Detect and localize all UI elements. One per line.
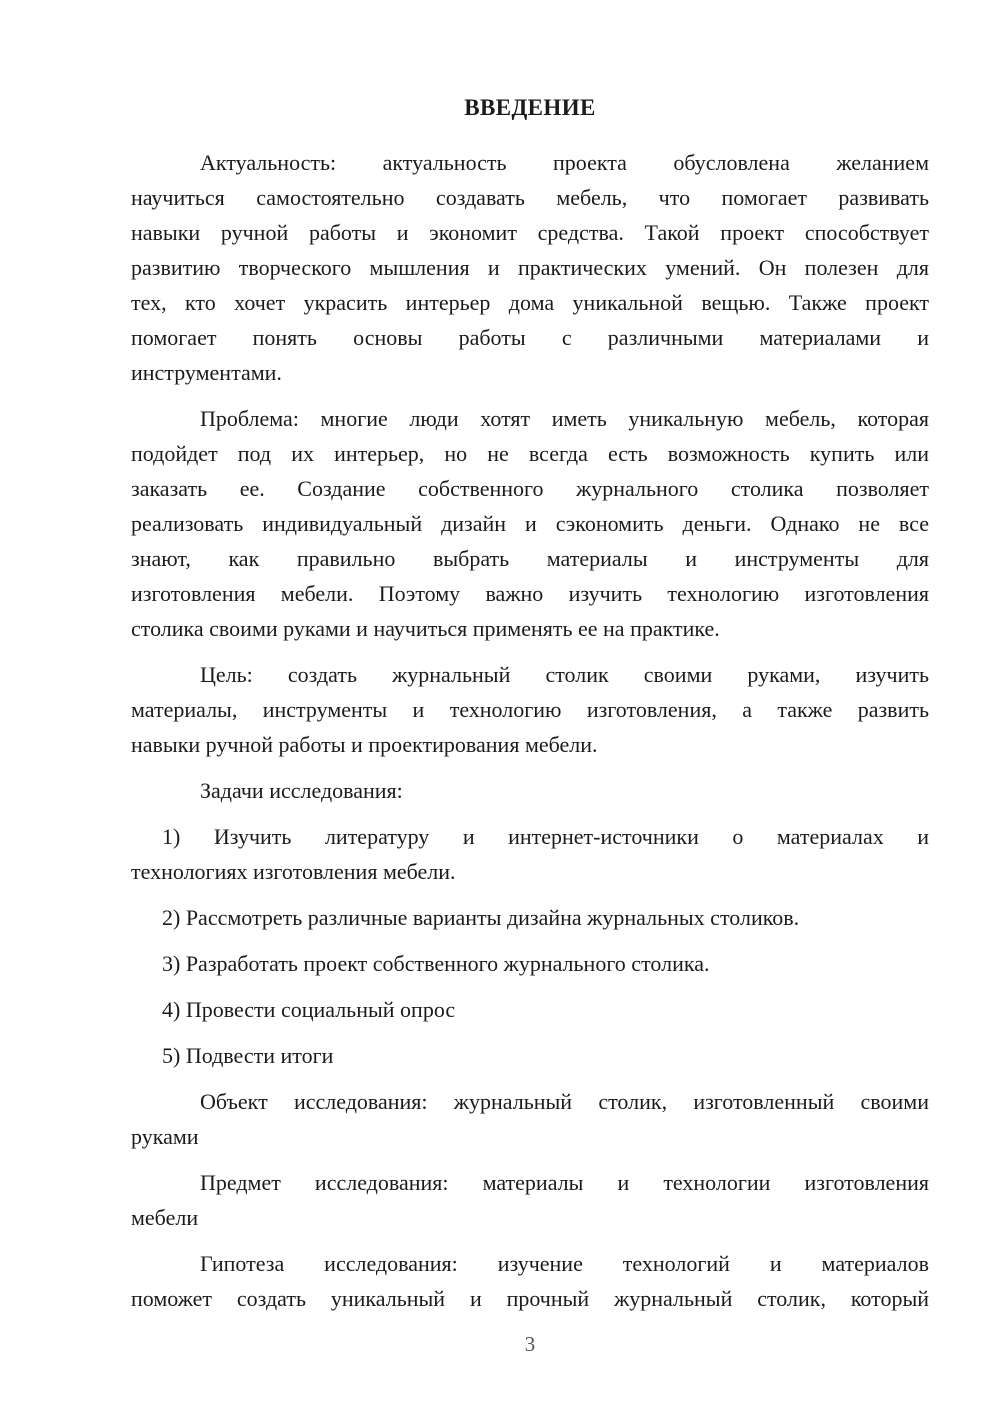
text-line: Актуальность: актуальность проекта обусловлена желанием: [200, 150, 929, 175]
paragraph: [131, 900, 929, 935]
paragraph: [131, 657, 929, 762]
paragraph: [131, 401, 929, 646]
text-line: Проблема: многие люди хотят иметь уникальную мебель, которая: [200, 406, 929, 431]
text-line: Предмет исследования: материалы и технологии изготовления: [200, 1170, 929, 1195]
text-line: 3) Разработать проект собственного журнального столика.: [162, 951, 710, 976]
text-line: Объект исследования: журнальный столик, изготовленный своими: [200, 1089, 929, 1114]
text-line: подойдет под их интерьер, но не всегда есть возможность купить или: [131, 441, 929, 466]
text-line: реализовать индивидуальный дизайн и сэкономить деньги. Однако не все: [131, 511, 929, 536]
text-line: тех, кто хочет украсить интерьер дома уникальной вещью. Также проект: [131, 290, 929, 315]
document-body: [131, 145, 929, 1316]
paragraph: [131, 1038, 929, 1073]
text-line: помогает понять основы работы с различными материалами и: [131, 325, 929, 350]
text-line: технологиях изготовления мебели.: [131, 859, 456, 884]
paragraph: [131, 946, 929, 981]
text-line: мебели: [131, 1205, 199, 1230]
text-line: материалы, инструменты и технологию изготовления, а также развить: [131, 697, 929, 722]
paragraph: [131, 773, 929, 808]
paragraph: [131, 1246, 929, 1316]
page-number: 3: [524, 1332, 536, 1356]
text-line: 2) Рассмотреть различные варианты дизайна журнальных столиков.: [162, 905, 800, 930]
text-line: развитию творческого мышления и практических умений. Он полезен для: [131, 255, 929, 280]
paragraph: [131, 992, 929, 1027]
text-line: 4) Провести социальный опрос: [162, 997, 456, 1022]
text-line: Цель: создать журнальный столик своими руками, изучить: [200, 662, 929, 687]
text-line: руками: [131, 1124, 199, 1149]
page-title: ВВЕДЕНИЕ: [464, 95, 596, 120]
text-line: навыки ручной работы и проектирования мебели.: [131, 732, 598, 757]
text-line: 5) Подвести итоги: [162, 1043, 334, 1068]
text-line: заказать ее. Создание собственного журнального столика позволяет: [131, 476, 929, 501]
text-line: знают, как правильно выбрать материалы и инструменты для: [131, 546, 929, 571]
text-line: поможет создать уникальный и прочный журнальный столик, который: [131, 1286, 929, 1311]
text-line: навыки ручной работы и экономит средства. Такой проект способствует: [131, 220, 929, 245]
paragraph: [131, 145, 929, 390]
paragraph: [131, 1084, 929, 1154]
text-line: научиться самостоятельно создавать мебель, что помогает развивать: [131, 185, 929, 210]
text-line: изготовления мебели. Поэтому важно изучить технологию изготовления: [131, 581, 929, 606]
paragraph: [131, 1165, 929, 1235]
text-line: 1) Изучить литературу и интернет-источники о материалах и: [162, 824, 929, 849]
text-line: Гипотеза исследования: изучение технологий и материалов: [200, 1251, 929, 1276]
paragraph: [131, 819, 929, 889]
text-line: инструментами.: [131, 360, 282, 385]
text-line: Задачи исследования:: [200, 778, 403, 803]
text-line: столика своими руками и научиться применять ее на практике.: [131, 616, 720, 641]
